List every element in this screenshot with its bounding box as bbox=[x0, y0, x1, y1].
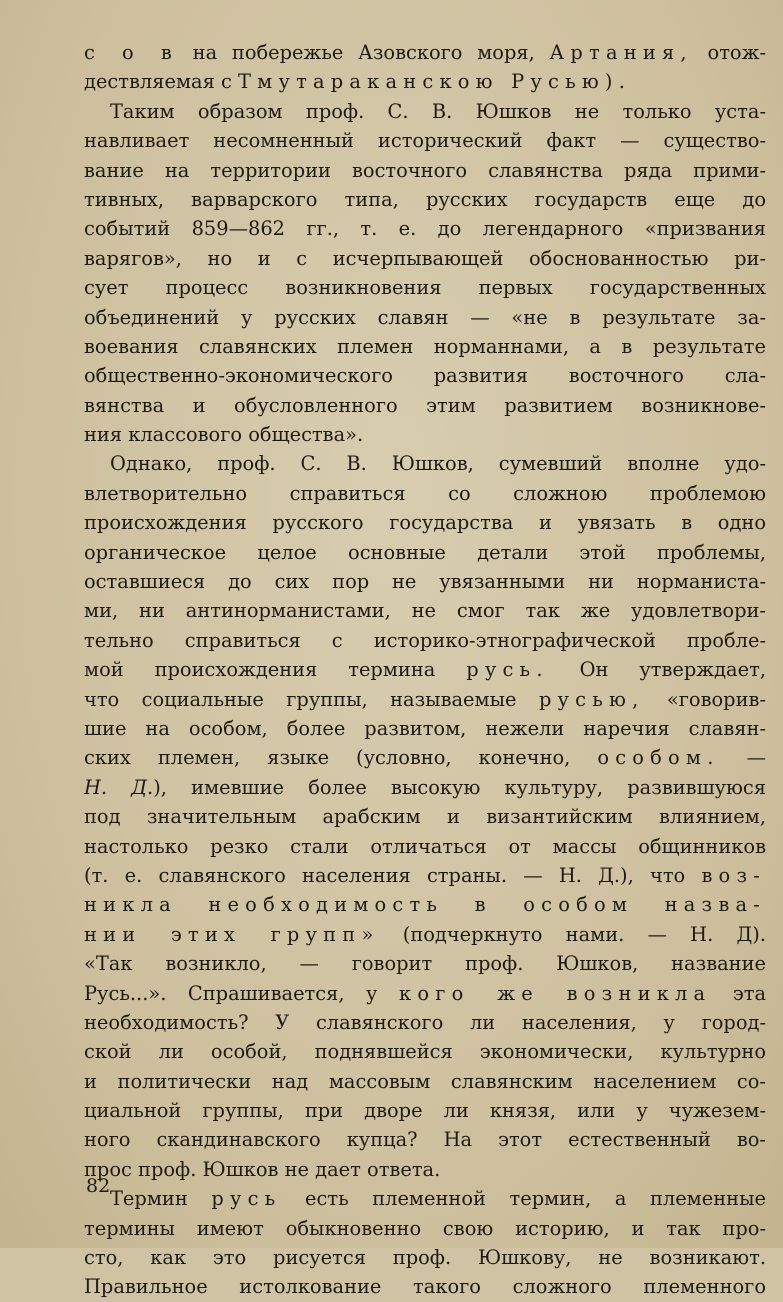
text-run: ской ли особой, поднявшейся экономически, культурно bbox=[84, 1040, 766, 1064]
text-line bbox=[84, 1184, 766, 1213]
text-run: событий 859—862 гг., т. е. до легендарного «призвания bbox=[84, 217, 766, 241]
text-run: общественно-экономического развития восточного сла- bbox=[84, 364, 766, 388]
text-line bbox=[84, 1272, 766, 1301]
text-line bbox=[84, 596, 766, 625]
text-line bbox=[84, 1125, 766, 1154]
text-line bbox=[84, 449, 766, 478]
text-run: «Так возникло, — говорит проф. Юшков, название bbox=[84, 952, 766, 976]
text-line bbox=[84, 714, 766, 743]
text-run: ми, ни антинорманистами, не смог так же удовлетвори- bbox=[84, 599, 766, 623]
text-line bbox=[84, 538, 766, 567]
text-run: Он утверждает, bbox=[548, 658, 766, 682]
text-run: Термин bbox=[110, 1187, 212, 1211]
text-line bbox=[84, 391, 766, 420]
text-run: варягов», но и с исчерпывающей обоснованностью ри- bbox=[84, 246, 766, 270]
text-line bbox=[84, 890, 766, 919]
text-run: необходимость? У славянского ли населения, у город- bbox=[84, 1010, 766, 1034]
text-line bbox=[84, 508, 766, 537]
text-run: навливает несомненный исторический факт — существо- bbox=[84, 129, 766, 153]
text-line bbox=[84, 156, 766, 185]
text-run: Н. Д.), имевшие более высокую культуру, развившуюся bbox=[84, 775, 766, 799]
text-line bbox=[84, 1067, 766, 1096]
text-line bbox=[84, 655, 766, 684]
body-text bbox=[84, 38, 766, 1302]
text-line bbox=[84, 1008, 766, 1037]
spaced-emphasis: Тмутараканскою Русью). bbox=[238, 70, 632, 94]
text-run: оставшиеся до сих пор не увязанными ни норманиста- bbox=[84, 570, 766, 594]
text-run: «говорив- bbox=[644, 687, 766, 711]
text-run: прос проф. Юшков не дает ответа. bbox=[84, 1157, 441, 1181]
text-line bbox=[84, 185, 766, 214]
text-run: циальной группы, при дворе ли князя, или у чужезем- bbox=[84, 1099, 766, 1123]
text-run: (подчеркнуто нами. — Н. Д). bbox=[379, 922, 766, 946]
text-line bbox=[84, 273, 766, 302]
text-line bbox=[84, 685, 766, 714]
text-run: происхождения русского государства и увязать в одно bbox=[84, 511, 766, 535]
spaced-emphasis: нии этих групп» bbox=[84, 922, 380, 946]
text-run: эта bbox=[711, 981, 766, 1005]
text-run: ного скандинавского купца? На этот естественный во- bbox=[84, 1128, 766, 1152]
text-line bbox=[84, 361, 766, 390]
text-line bbox=[84, 214, 766, 243]
spaced-emphasis: русь bbox=[211, 1187, 282, 1211]
spaced-emphasis: русью, bbox=[538, 687, 645, 711]
text-run: (т. е. славянского населения страны. — Н. Д.), что bbox=[84, 863, 702, 887]
text-line bbox=[84, 832, 766, 861]
spaced-emphasis: никла необходимость в особом назва- bbox=[84, 893, 766, 917]
text-line bbox=[84, 1155, 766, 1184]
text-line bbox=[84, 244, 766, 273]
text-run: на побережье Азовского моря, bbox=[177, 41, 550, 64]
text-run: дествляемая с bbox=[84, 70, 239, 94]
text-run: Таким образом проф. С. В. Юшков не только уста- bbox=[110, 99, 766, 123]
text-line bbox=[84, 1096, 766, 1125]
spaced-emphasis: воз- bbox=[701, 863, 766, 887]
text-run: вянства и обусловленного этим развитием возникнове- bbox=[84, 393, 766, 417]
text-line bbox=[84, 567, 766, 596]
text-line bbox=[84, 1037, 766, 1066]
text-run: Однако, проф. С. В. Юшков, сумевший вполне удо- bbox=[110, 452, 766, 476]
spaced-emphasis: с о в bbox=[84, 41, 178, 64]
text-run: ских племен, языке (условно, конечно, bbox=[84, 746, 598, 770]
text-run: есть племенной термин, а племенные bbox=[281, 1187, 766, 1211]
text-line bbox=[84, 861, 766, 890]
text-run: мой происхождения термина bbox=[84, 658, 467, 682]
text-run: органическое целое основные детали этой проблемы, bbox=[84, 540, 766, 564]
text-line bbox=[84, 126, 766, 155]
text-line bbox=[84, 979, 766, 1008]
text-run: сто, как это рисуется проф. Юшкову, не возникают. bbox=[84, 1246, 766, 1270]
text-run: под значительным арабским и византийским влиянием, bbox=[84, 805, 766, 829]
text-run: объединений у русских славян — «не в результате за- bbox=[84, 305, 766, 329]
text-line bbox=[84, 802, 766, 831]
page-number: 82 bbox=[86, 1175, 111, 1197]
text-line bbox=[84, 626, 766, 655]
text-line bbox=[84, 332, 766, 361]
text-line bbox=[84, 949, 766, 978]
text-line bbox=[84, 38, 766, 67]
text-line bbox=[84, 920, 766, 949]
text-line bbox=[84, 1243, 766, 1272]
text-run: и политически над массовым славянским населением со- bbox=[84, 1069, 766, 1093]
text-line bbox=[84, 773, 766, 802]
text-run: тельно справиться с историко-этнографической пробле- bbox=[84, 628, 766, 652]
text-run: Русь...». Спрашивается, у bbox=[84, 981, 399, 1005]
text-line bbox=[84, 743, 766, 772]
text-run: ния классового общества». bbox=[84, 423, 364, 447]
text-run: тивных, варварского типа, русских государств еще до bbox=[84, 187, 766, 211]
text-run: термины имеют обыкновенно свою историю, и так про- bbox=[84, 1216, 766, 1240]
text-line bbox=[84, 67, 766, 96]
text-line bbox=[84, 1214, 766, 1243]
text-run: влетворительно справиться со сложною проблемою bbox=[84, 481, 766, 505]
text-run: Правильное истолкование такого сложного племенного bbox=[84, 1275, 766, 1299]
text-line bbox=[84, 97, 766, 126]
text-line bbox=[84, 303, 766, 332]
spaced-emphasis: кого же возникла bbox=[399, 981, 712, 1005]
text-run: отож- bbox=[692, 41, 766, 64]
spaced-emphasis: Артания, bbox=[549, 41, 693, 64]
text-run: шие на особом, более развитом, нежели наречия славян- bbox=[84, 716, 766, 740]
text-run: настолько резко стали отличаться от массы общинников bbox=[84, 834, 766, 858]
text-run: сует процесс возникновения первых государственных bbox=[84, 276, 766, 300]
text-run: вание на территории восточного славянства ряда прими- bbox=[84, 158, 766, 182]
text-run: — bbox=[719, 746, 766, 770]
text-line bbox=[84, 420, 766, 449]
spaced-emphasis: русь. bbox=[466, 658, 549, 682]
text-line bbox=[84, 479, 766, 508]
spaced-emphasis: особом. bbox=[597, 746, 720, 770]
text-run: воевания славянских племен норманнами, а в результате bbox=[84, 334, 766, 358]
text-run: что социальные группы, называемые bbox=[84, 687, 539, 711]
